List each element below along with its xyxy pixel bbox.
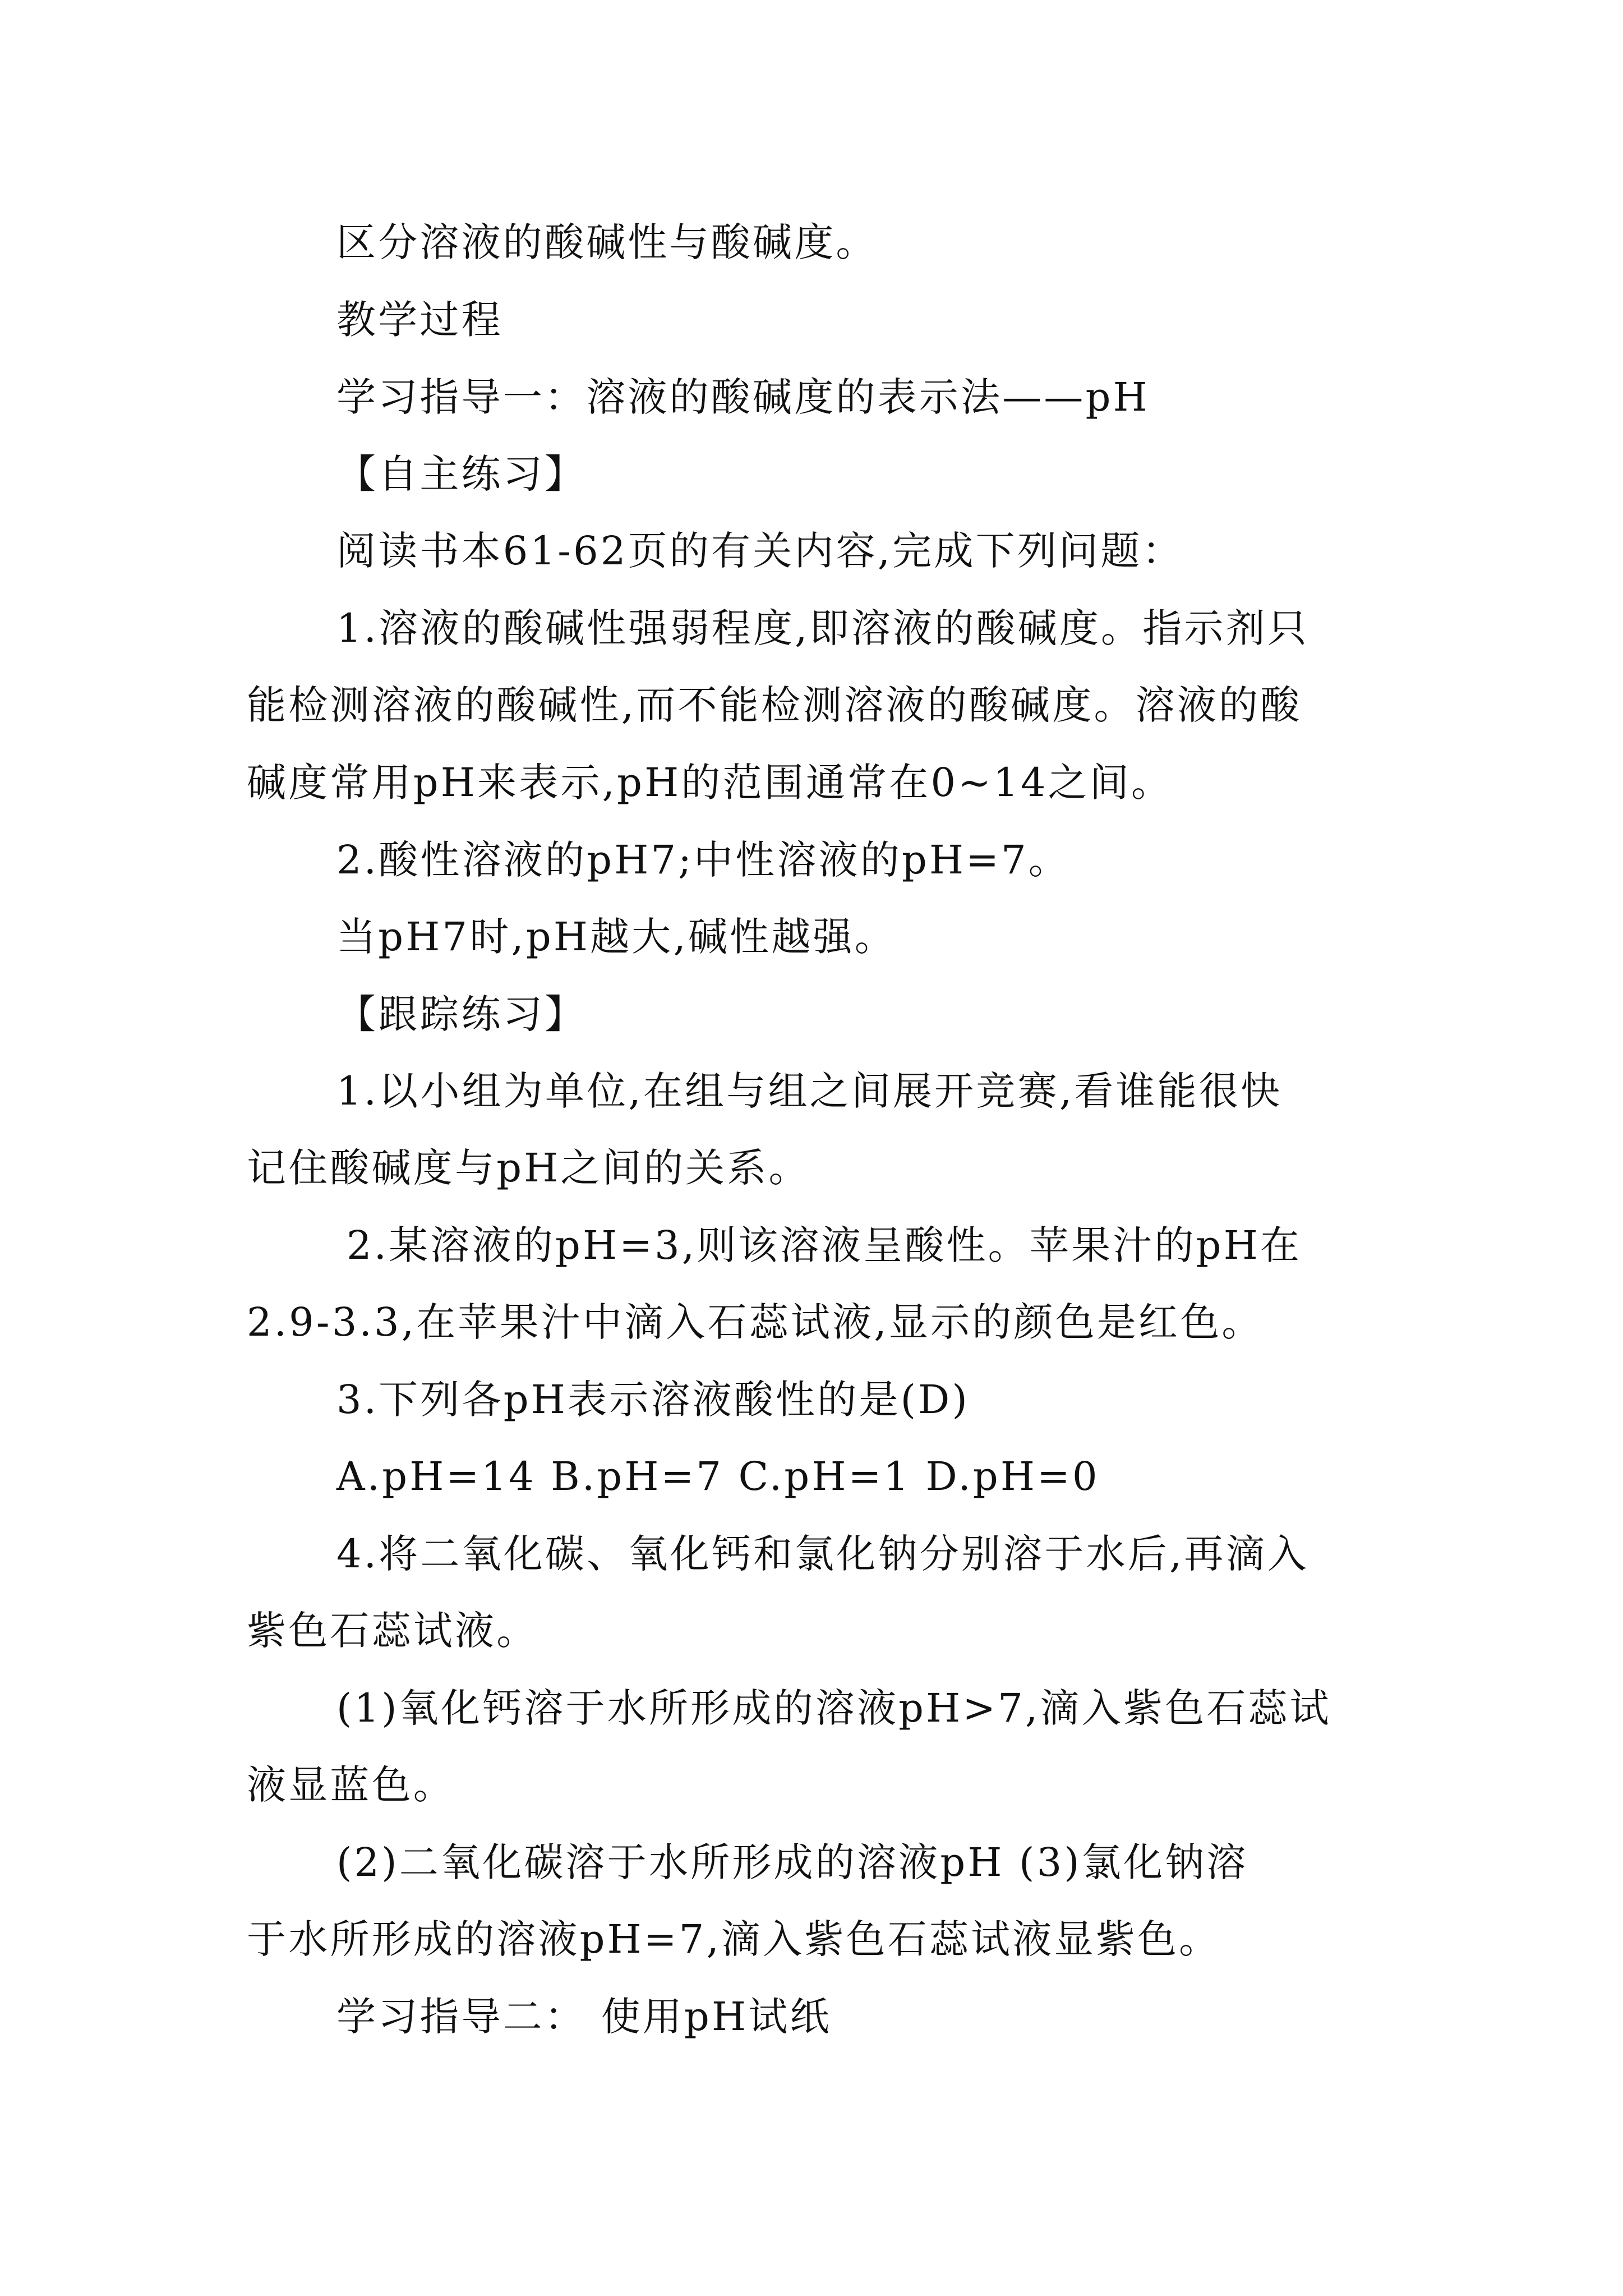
- section-heading: 学习指导一：溶液的酸碱度的表示法——pH: [336, 374, 1150, 420]
- text-line: 阅读书本61-62页的有关内容,完成下列问题：: [336, 528, 1184, 574]
- text-line: 2.酸性溶液的pH7;中性溶液的pH=7。: [336, 837, 1071, 883]
- text-line: 3.下列各pH表示溶液酸性的是(D): [336, 1377, 970, 1423]
- subsection-heading: 【跟踪练习】: [336, 991, 587, 1037]
- text-line: A.pH=14 B.pH=7 C.pH=1 D.pH=0: [336, 1453, 1100, 1499]
- text-line: 1.以小组为单位,在组与组之间展开竞赛,看谁能很快: [336, 1068, 1283, 1114]
- text-line: 4.将二氧化碳、氧化钙和氯化钠分别溶于水后,再滴入: [336, 1531, 1310, 1577]
- text-line: 1.溶液的酸碱性强弱程度,即溶液的酸碱度。指示剂只: [336, 605, 1310, 651]
- section-heading: 教学过程: [336, 297, 503, 343]
- text-line: 2.9-3.3,在苹果汁中滴入石蕊试液,显示的颜色是红色。: [247, 1299, 1264, 1345]
- text-line: 2.某溶液的pH=3,则该溶液呈酸性。苹果汁的pH在: [347, 1222, 1302, 1268]
- text-line: 记住酸碱度与pH之间的关系。: [247, 1145, 810, 1191]
- text-line: (1)氧化钙溶于水所形成的溶液pH>7,滴入紫色石蕊试: [336, 1685, 1331, 1731]
- text-line: 区分溶液的酸碱性与酸碱度。: [336, 219, 878, 265]
- text-line: (2)二氧化碳溶于水所形成的溶液pH (3)氯化钠溶: [336, 1839, 1248, 1885]
- text-line: 紫色石蕊试液。: [247, 1608, 538, 1654]
- subsection-heading: 【自主练习】: [336, 451, 587, 497]
- text-line: 能检测溶液的酸碱性,而不能检测溶液的酸碱度。溶液的酸: [247, 682, 1302, 728]
- text-line: 液显蓝色。: [247, 1762, 455, 1808]
- text-line: 于水所形成的溶液pH=7,滴入紫色石蕊试液显紫色。: [247, 1916, 1221, 1962]
- section-heading: 学习指导二： 使用pH试纸: [336, 1994, 832, 2040]
- text-line: 碱度常用pH来表示,pH的范围通常在0~14之间。: [247, 760, 1173, 806]
- text-line: 当pH7时,pH越大,碱性越强。: [336, 914, 896, 960]
